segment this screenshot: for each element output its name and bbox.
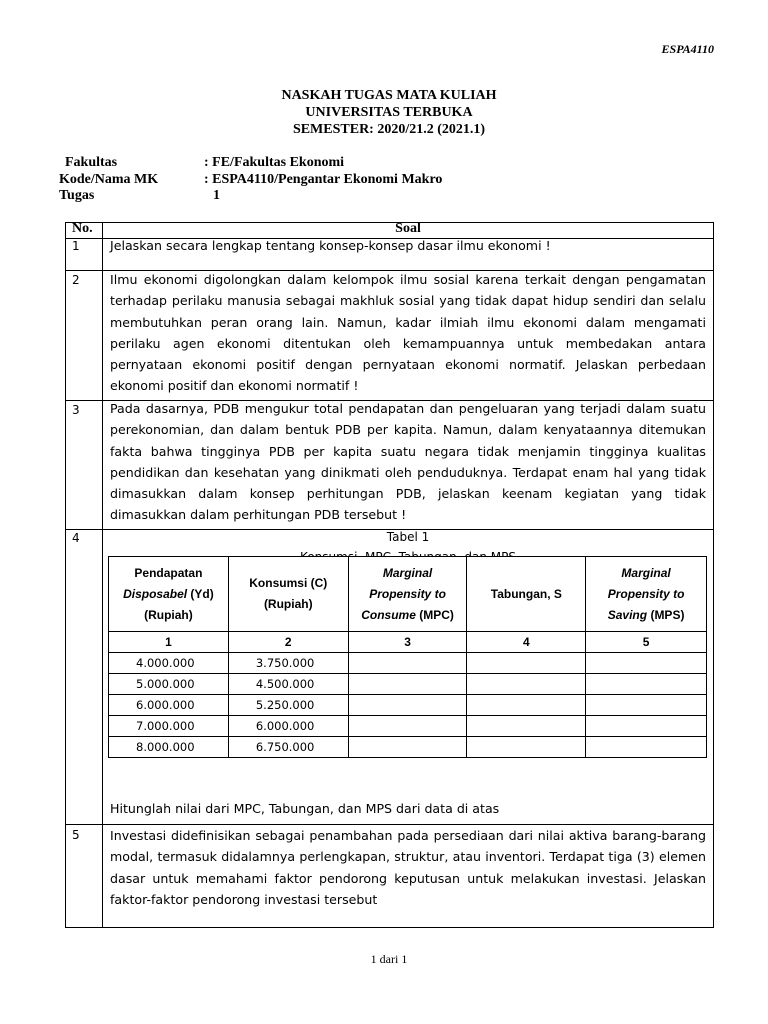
mpc-cell	[348, 695, 467, 716]
s-cell	[467, 737, 586, 758]
mps-cell	[586, 674, 707, 695]
s-cell	[467, 716, 586, 737]
yd-cell: 6.000.000	[109, 695, 229, 716]
col-number: 1	[109, 632, 229, 653]
c-cell: 5.250.000	[228, 695, 348, 716]
mpc-cell	[348, 653, 467, 674]
col-header-soal: Soal	[395, 221, 421, 236]
table-row	[109, 737, 707, 758]
table1-title: Tabel 1	[386, 530, 430, 544]
mk-value: : ESPA4110/Pengantar Ekonomi Makro	[204, 172, 443, 187]
q2-text: Ilmu ekonomi digolongkan dalam kelompok ilmu sosial karena terkait dengan pengamatan terhadap perilaku manusia sebagai makhluk sosial yang tidak dapat hidup sendiri dan selalu membutuhkan peran orang lain. Namun, kadar ilmiah ilmu ekonomi dalam mengamati perilaku agen ekonomi ditentukan oleh kemampuannya untuk membedakan antara pernyataan ekonomi positif dengan pernyataan ekonomi normatif. Jelaskan perbedaan ekonomi positif dan ekonomi normatif !	[110, 272, 706, 394]
yd-cell: 7.000.000	[109, 716, 229, 737]
mpc-cell	[348, 716, 467, 737]
q3-number: 3	[72, 403, 80, 417]
q1-number: 1	[72, 239, 80, 253]
table1-subtitle: Konsumsi, MPC, Tabungan, dan MPS	[300, 550, 516, 564]
q1-text: Jelaskan secara lengkap tentang konsep-konsep dasar ilmu ekonomi !	[110, 238, 551, 253]
mps-cell	[586, 695, 707, 716]
s-cell	[467, 695, 586, 716]
header-tabungan: Tabungan, S	[467, 557, 586, 632]
tugas-value: 1	[213, 188, 220, 203]
title-line-1: NASKAH TUGAS MATA KULIAH	[281, 88, 497, 103]
table-row	[109, 716, 707, 737]
q4-instruction: Hitunglah nilai dari MPC, Tabungan, dan MPS dari data di atas	[110, 801, 500, 816]
mps-cell	[586, 716, 707, 737]
page-footer: 1 dari 1	[370, 952, 408, 966]
q3-text: Pada dasarnya, PDB mengukur total pendapatan dan pengeluaran yang terjadi dalam suatu perekonomian, dan dalam bentuk PDB per kapita. Namun, dalam kenyataannya ditemukan fakta bahwa tingginya PDB per kapita suatu negara tidak menjamin tingginya kualitas pendidikan dan kesehatan yang dinikmati oleh penduduknya. Terdapat enam hal yang tidak dimasukkan dalam konsep perhitungan PDB, jelaskan keenam kegiatan yang tidak dimasukkan dalam perhitungan PDB tersebut !	[110, 401, 706, 523]
mpc-cell	[348, 674, 467, 695]
mk-label: Kode/Nama MK	[59, 172, 159, 187]
tugas-label: Tugas	[59, 188, 95, 203]
yd-cell: 8.000.000	[109, 737, 229, 758]
table-row	[109, 674, 707, 695]
col-number: 3	[348, 632, 467, 653]
q5-text: Investasi didefinisikan sebagai penambahan pada persediaan dari nilai aktiva barang-barang modal, termasuk didalamnya perlengkapan, struktur, atau inventori. Terdapat tiga (3) elemen dasar untuk memahami faktor pendorong keputusan untuk melakukan investasi. Jelaskan faktor-faktor pendorong investasi tersebut	[110, 828, 706, 907]
s-cell	[467, 653, 586, 674]
c-cell: 6.750.000	[228, 737, 348, 758]
q5-number: 5	[72, 828, 80, 842]
col-number: 5	[586, 632, 707, 653]
header-konsumsi: Konsumsi (C) (Rupiah)	[228, 557, 348, 632]
header-mpc: Marginal Propensity to Consume (MPC)	[348, 557, 467, 632]
table-row	[109, 695, 707, 716]
mps-cell	[586, 653, 707, 674]
yd-cell: 4.000.000	[109, 653, 229, 674]
table-row	[109, 653, 707, 674]
q4-number: 4	[72, 531, 80, 545]
title-line-3: SEMESTER: 2020/21.2 (2021.1)	[292, 122, 486, 137]
title-line-2: UNIVERSITAS TERBUKA	[305, 105, 473, 120]
mps-cell	[586, 737, 707, 758]
header-mps: Marginal Propensity to Saving (MPS)	[586, 557, 707, 632]
c-cell: 6.000.000	[228, 716, 348, 737]
fakultas-value: : FE/Fakultas Ekonomi	[204, 155, 345, 170]
fakultas-label: Fakultas	[65, 155, 118, 170]
c-cell: 4.500.000	[228, 674, 348, 695]
s-cell	[467, 674, 586, 695]
q2-number: 2	[72, 273, 80, 287]
consumption-table	[108, 556, 707, 758]
c-cell: 3.750.000	[228, 653, 348, 674]
yd-cell: 5.000.000	[109, 674, 229, 695]
col-number: 4	[467, 632, 586, 653]
header-pendapatan: Pendapatan Disposabel (Yd) (Rupiah)	[109, 557, 229, 632]
mpc-cell	[348, 737, 467, 758]
document-code: ESPA4110	[661, 42, 714, 56]
col-header-no: No.	[72, 221, 93, 236]
col-number: 2	[228, 632, 348, 653]
